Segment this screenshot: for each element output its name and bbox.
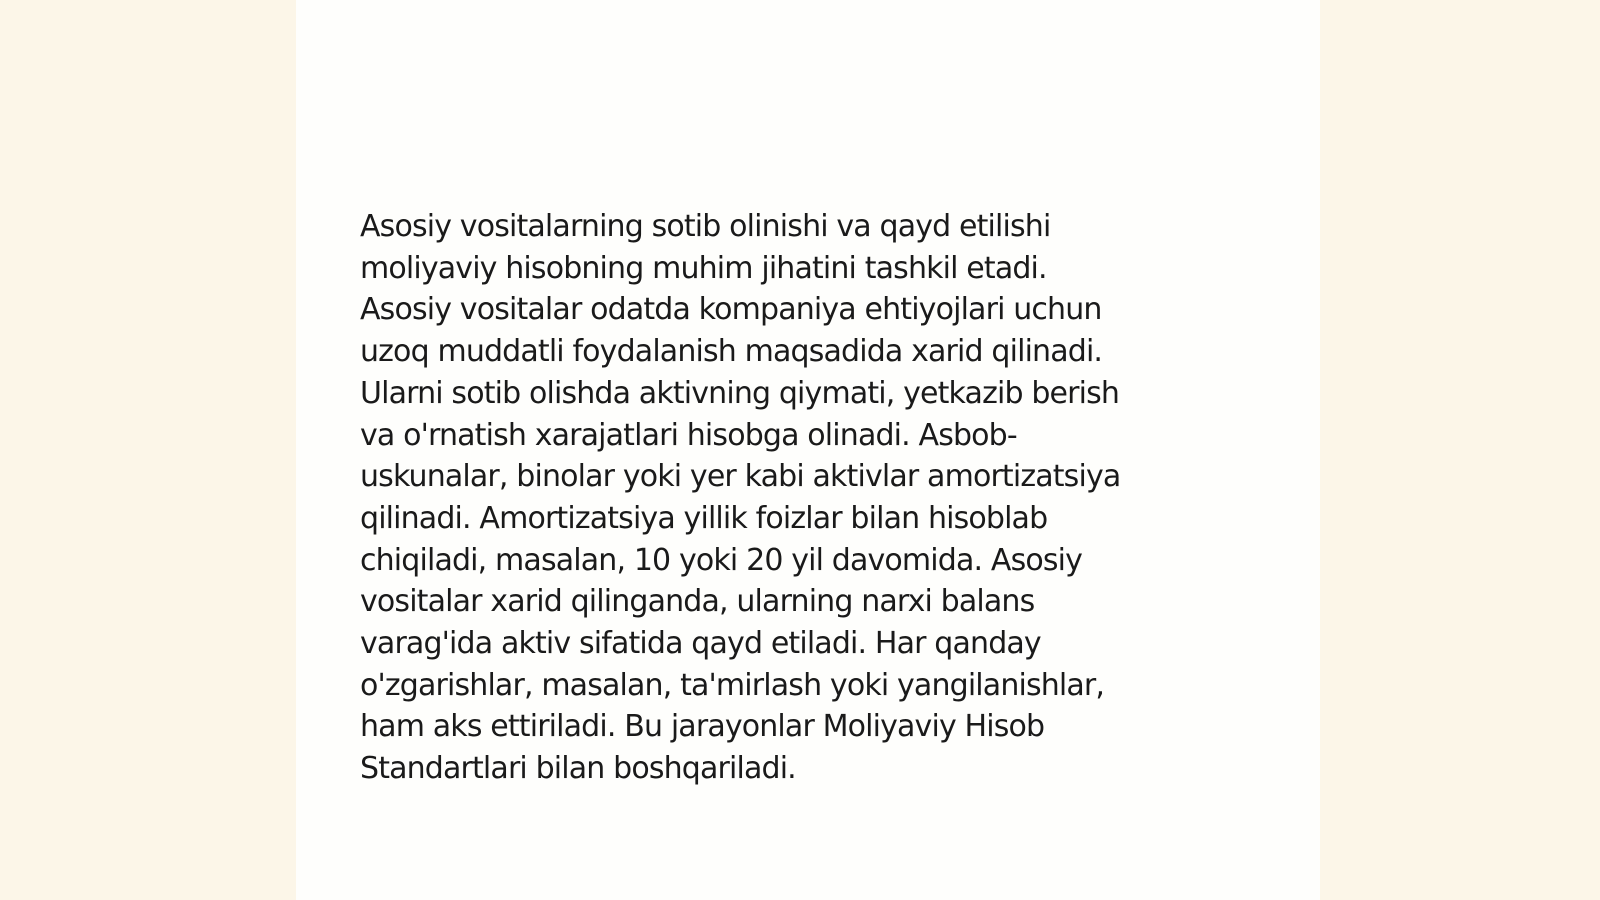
paragraph-line: moliyaviy hisobning muhim jihatini tashkil etadi.	[360, 250, 1047, 286]
paragraph-line: o'zgarishlar, masalan, ta'mirlash yoki yangilanishlar,	[360, 667, 1105, 703]
right-margin-background	[1320, 0, 1600, 900]
paragraph-line: varag'ida aktiv sifatida qayd etiladi. Har qanday	[360, 626, 1041, 662]
paragraph-line: va o'rnatish xarajatlari hisobga olinadi. Asbob-	[360, 417, 1017, 453]
paragraph-line: ham aks ettiriladi. Bu jarayonlar Moliyaviy Hisob	[360, 709, 1045, 745]
body-paragraph	[360, 206, 1240, 790]
paragraph-line: Ularni sotib olishda aktivning qiymati, yetkazib berish	[360, 375, 1120, 411]
paragraph-line: Asosiy vositalar odatda kompaniya ehtiyojlari uchun	[360, 292, 1102, 328]
paragraph-line: Asosiy vositalarning sotib olinishi va qayd etilishi	[360, 209, 1051, 244]
paragraph-line: vositalar xarid qilinganda, ularning narxi balans	[360, 584, 1035, 620]
left-margin-background	[0, 0, 296, 900]
paragraph-line: uzoq muddatli foydalanish maqsadida xarid qilinadi.	[360, 334, 1103, 370]
paragraph-line: uskunalar, binolar yoki yer kabi aktivlar amortizatsiya	[360, 459, 1121, 495]
document-page	[296, 0, 1320, 900]
paragraph-line: Standartlari bilan boshqariladi.	[360, 751, 796, 787]
paragraph-line: qilinadi. Amortizatsiya yillik foizlar bilan hisoblab	[360, 500, 1048, 536]
paragraph-line: chiqiladi, masalan, 10 yoki 20 yil davomida. Asosiy	[360, 542, 1083, 578]
